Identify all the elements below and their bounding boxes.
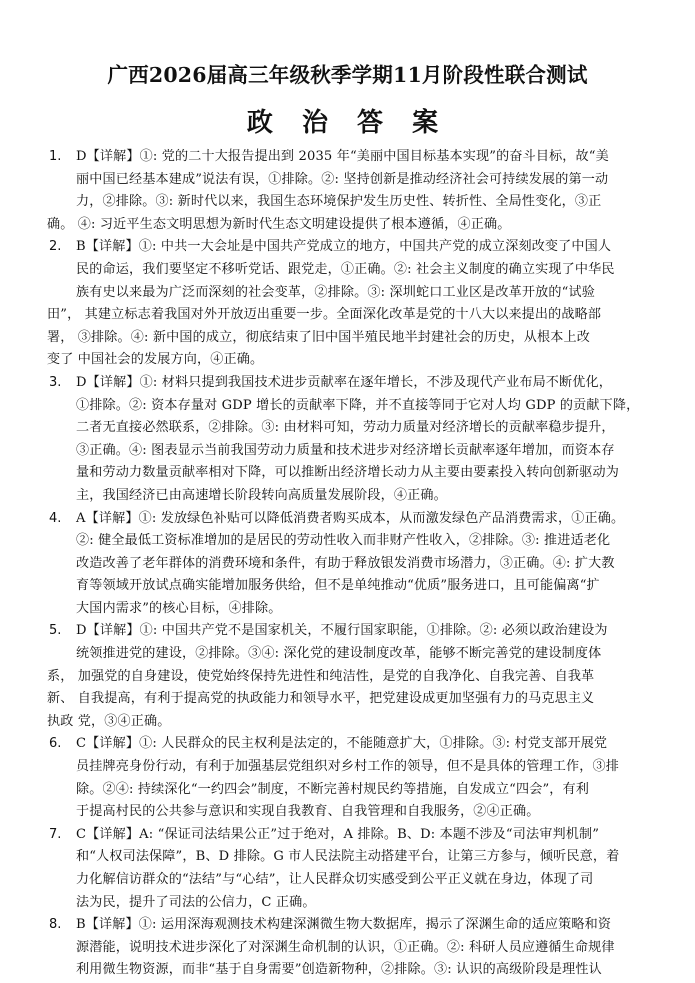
answer-number: 1. bbox=[49, 149, 62, 164]
answer-line: D【详解】①: 中国共产党不是国家机关，不履行国家职能，①排除。②: 必须以政治建设为 bbox=[76, 623, 608, 639]
answer-line: D【详解】①: 材料只提到我国技术进步贡献率在逐年增长，不涉及现代产业布局不断优化， bbox=[76, 374, 613, 390]
document-subtitle: 政 治 答 案 bbox=[246, 108, 449, 138]
answer-line: 二者无直接必然联系，②排除。③: 由材料可知，劳动力质量对经济增长的贡献率稳步提升， bbox=[76, 420, 615, 436]
answer-line: C【详解】①: 人民群众的民主权利是法定的，不能随意扩大，①排除。③: 村党支部开展党 bbox=[76, 736, 608, 752]
answer-line: 执政 党，③④正确。 bbox=[47, 713, 171, 729]
document-title: 广西2026届高三年级秋季学期11月阶段性联合测试 bbox=[107, 63, 588, 87]
answer-line: 族有史以来最为广泛而深刻的社会变革，②排除。③: 深圳蛇口工业区是改革开放的“试验 bbox=[76, 284, 595, 300]
answer-line: ③正确。④: 图表显示当前我国劳动力质量和技术进步对经济增长贡献率逐年增加，而资本存 bbox=[76, 442, 615, 458]
answer-number: 6. bbox=[49, 736, 62, 752]
answer-line: 改造改善了老年群体的消费环境和条件，有助于释放银发消费市场潜力，③正确。④: 扩大教 bbox=[76, 555, 615, 571]
answer-line: 确。 ④: 习近平生态文明思想为新时代生态文明建设提供了根本遵循，④正确。 bbox=[47, 216, 511, 232]
answer-line: 民的命运，我们要坚定不移听党话、跟党走，①正确。②: 社会主义制度的确立实现了中华民 bbox=[76, 261, 615, 277]
answer-line: 新、 自我提高，有利于提高党的执政能力和领导水平，把党建设成更加坚强有力的马克思主义 bbox=[47, 691, 595, 707]
answer-line: 于提高村民的公共参与意识和实现自我教育、自我管理和自我服务，②④正确。 bbox=[76, 804, 540, 820]
answer-line: 力化解信访群众的“法结”与“心结”，让人民群众切实感受到公平正义就在身边，体现了司 bbox=[76, 872, 594, 887]
answer-line: 量和劳动力数量贡献率相对下降，可以推断出经济增长动力从主要由要素投入转向创新驱动为 bbox=[76, 465, 619, 481]
answer-item bbox=[0, 824, 695, 914]
answer-line: 力，②排除。③: 新时代以来，我国生态环境保护发生历史性、转折性、全局性变化，③正 bbox=[76, 194, 602, 210]
answer-line: 署， ③排除。④: 新中国的成立，彻底结束了旧中国半殖民地半封建社会的历史，从根本上改 bbox=[47, 329, 590, 345]
answer-line: ①排除。②: 资本存量对 GDP 增长的贡献率下降，并不直接等同于它对人均 GDP 的贡献下降， bbox=[76, 397, 640, 413]
answer-line: 田”， 其建立标志着我国对外开放迈出重要一步。全面深化改革是党的十八大以来提出的战略部 bbox=[47, 307, 602, 323]
answer-line: B【详解】①: 中共一大会址是中国共产党成立的地方，中国共产党的成立深刻改变了中国人 bbox=[76, 239, 612, 255]
answer-line: 利用微生物资源，而非“基于自身需要”创造新物种，②排除。③: 认识的高级阶段是理性认 bbox=[76, 962, 602, 978]
answer-line: 系， 加强党的自身建设，使党始终保持先进性和纯洁性，是党的自我净化、自我完善、自我革 bbox=[47, 668, 595, 684]
answer-line: 育等领域开放试点确实能增加服务供给，但不是单纯推动“优质”服务进口，且可能偏离“扩 bbox=[76, 578, 600, 594]
answer-list bbox=[0, 146, 695, 982]
answer-line: 除。②④: 持续深化“一约四会”制度，不断完善村规民约等措施，自发成立“四会”，有利 bbox=[76, 781, 590, 797]
answer-item bbox=[0, 372, 695, 508]
answer-line: 大国内需求”的核心目标，④排除。 bbox=[76, 600, 282, 616]
answer-line: D【详解】①: 党的二十大报告提出到 2035 年“美丽中国目标基本实现”的奋斗目标，故“美 bbox=[76, 149, 609, 164]
answer-number: 5. bbox=[49, 623, 62, 639]
answer-line: 法为民，提升了司法的公信力，C 正确。 bbox=[76, 894, 316, 910]
answer-line: 源潜能，说明技术进步深化了对深渊生命机制的认识，①正确。②: 科研人员应遵循生命规律 bbox=[76, 939, 615, 955]
answer-line: A【详解】①: 发放绿色补贴可以降低消费者购买成本，从而激发绿色产品消费需求，①正确。 bbox=[76, 510, 625, 526]
answer-item bbox=[0, 236, 695, 372]
answer-line: B【详解】①: 运用深海观测技术构建深渊微生物大数据库，揭示了深渊生命的适应策略和资 bbox=[76, 917, 612, 933]
answer-line: 员挂牌亮身份行动，有利于加强基层党组织对乡村工作的领导，但不是具体的管理工作，③排 bbox=[76, 759, 619, 775]
answer-line: 变了 中国社会的发展方向，④正确。 bbox=[47, 352, 264, 368]
answer-number: 3. bbox=[49, 374, 62, 390]
answer-number: 2. bbox=[49, 239, 62, 255]
answer-number: 8. bbox=[49, 917, 62, 933]
answer-line: 和“人权司法保障”，B、D 排除。G 市人民法院主动搭建平台，让第三方参与，倾听民意，着 bbox=[76, 849, 620, 865]
answer-item bbox=[0, 733, 695, 823]
answer-line: ②: 健全最低工资标准增加的是居民的劳动性收入而非财产性收入，②排除。③: 推进适老化 bbox=[76, 533, 611, 549]
answer-item bbox=[0, 914, 695, 982]
answer-number: 7. bbox=[49, 826, 62, 842]
answer-item bbox=[0, 146, 695, 236]
answer-line: C【详解】A: “保证司法结果公正”过于绝对，A 排除。B、D: 本题不涉及“司法审判机制” bbox=[76, 826, 600, 842]
answer-item bbox=[0, 620, 695, 733]
answer-number: 4. bbox=[49, 510, 62, 526]
answer-line: 统领推进党的建设，②排除。③④: 深化党的建设制度改革，能够不断完善党的建设制度体 bbox=[76, 646, 602, 662]
answer-item bbox=[0, 508, 695, 621]
answer-line: 丽中国已经基本建成”说法有误，①排除。②: 坚持创新是推动经济社会可持续发展的第一动 bbox=[76, 171, 609, 187]
answer-line: 主，我国经济已由高速增长阶段转向高质量发展阶段，④正确。 bbox=[76, 487, 447, 503]
